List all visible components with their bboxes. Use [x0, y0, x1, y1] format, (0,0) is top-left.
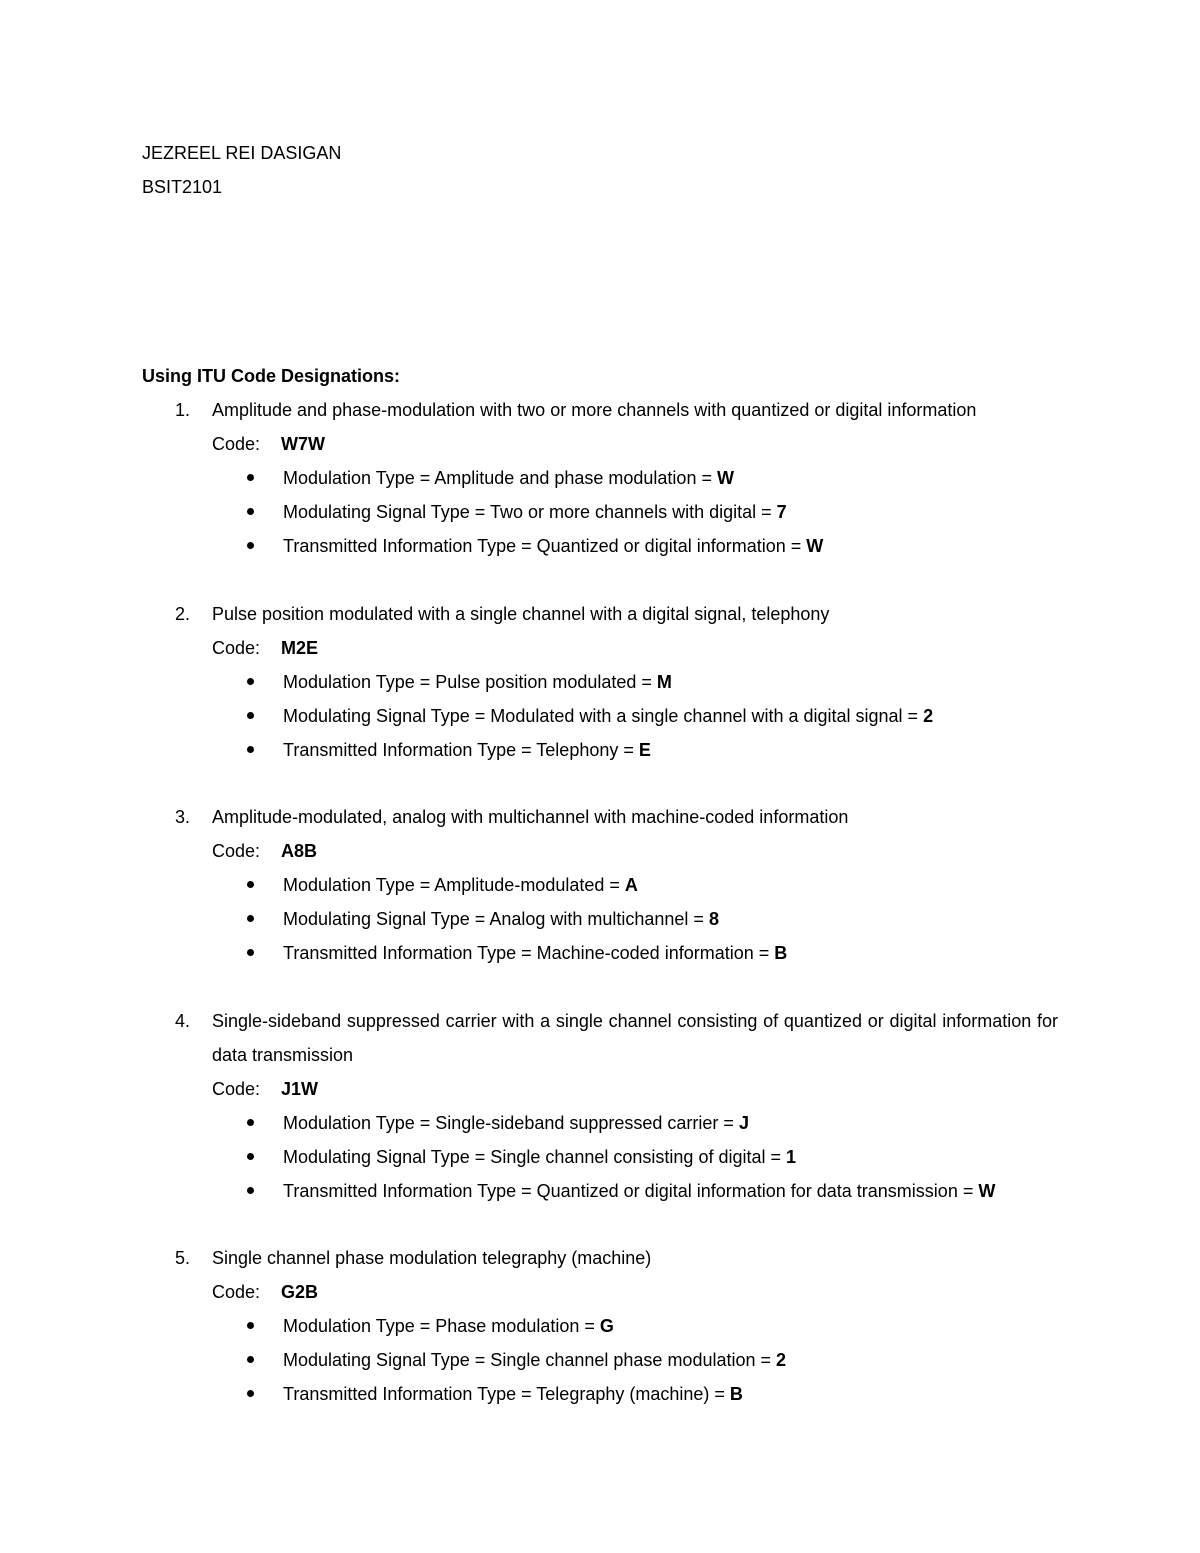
code-line [212, 433, 325, 455]
bullet-text: Transmitted Information Type = Machine-coded information = B [283, 943, 788, 963]
bullet-item [0, 1112, 1200, 1134]
bullet-text: Modulation Type = Pulse position modulated = M [283, 672, 672, 692]
bullet-icon [247, 474, 254, 481]
bullet-icon [247, 881, 254, 888]
bullet-item [0, 739, 1200, 761]
bullet-icon [247, 678, 254, 685]
code-value: J1W [281, 1079, 319, 1099]
bullet-item [0, 535, 1200, 557]
item-description: Single channel phase modulation telegraphy (machine) [212, 1248, 652, 1268]
code-value: M2E [281, 638, 319, 658]
code-line [212, 1281, 318, 1303]
code-line [212, 840, 317, 862]
bullet-item [0, 1180, 1200, 1202]
bullet-item [0, 1146, 1200, 1168]
bullet-icon [247, 915, 254, 922]
code-label: Code: [212, 1079, 261, 1099]
bullet-value: 2 [776, 1350, 787, 1370]
bullet-icon [247, 1153, 254, 1160]
section-title: Using ITU Code Designations: [142, 366, 401, 386]
bullet-text: Modulation Type = Amplitude-modulated = A [283, 875, 638, 895]
bullet-value: B [729, 1384, 743, 1404]
code-label: Code: [212, 1282, 261, 1302]
item-number: 1. [175, 400, 191, 420]
bullet-text: Modulating Signal Type = Single channel consisting of digital = 1 [283, 1147, 797, 1167]
bullet-item [0, 1383, 1200, 1405]
bullet-item [0, 671, 1200, 693]
bullet-icon [247, 542, 254, 549]
bullet-item [0, 908, 1200, 930]
bullet-item [0, 1315, 1200, 1337]
bullet-text: Modulating Signal Type = Modulated with a single channel with a digital signal = 2 [283, 706, 934, 726]
bullet-item [0, 874, 1200, 896]
bullet-value: B [774, 943, 788, 963]
bullet-value: A [624, 875, 638, 895]
bullet-icon [247, 508, 254, 515]
bullet-text: Transmitted Information Type = Quantized or digital information = W [283, 536, 824, 556]
student-name: JEZREEL REI DASIGAN [142, 143, 342, 163]
bullet-item [0, 467, 1200, 489]
bullet-icon [247, 712, 254, 719]
bullet-icon [247, 746, 254, 753]
bullet-text: Transmitted Information Type = Telephony = E [283, 740, 651, 760]
bullet-value: W [806, 536, 824, 556]
bullet-text: Modulating Signal Type = Two or more channels with digital = 7 [283, 502, 787, 522]
bullet-text: Modulation Type = Amplitude and phase modulation = W [283, 468, 734, 488]
bullet-item [0, 705, 1200, 727]
code-label: Code: [212, 638, 261, 658]
code-value: G2B [281, 1282, 319, 1302]
code-value: A8B [281, 841, 318, 861]
bullet-text: Transmitted Information Type = Quantized or digital information for data transmission = W [283, 1181, 996, 1201]
bullet-icon [247, 1390, 254, 1397]
bullet-text: Modulation Type = Single-sideband suppressed carrier = J [283, 1113, 749, 1133]
bullet-icon [247, 1187, 254, 1194]
bullet-icon [247, 949, 254, 956]
bullet-icon [247, 1119, 254, 1126]
bullet-value: W [716, 468, 734, 488]
bullet-value: J [738, 1113, 749, 1133]
bullet-value: W [978, 1181, 996, 1201]
bullet-item [0, 942, 1200, 964]
course-code: BSIT2101 [142, 177, 223, 197]
bullet-value: 7 [776, 502, 787, 522]
bullet-value: 8 [708, 909, 719, 929]
code-line [212, 637, 318, 659]
bullet-text: Modulating Signal Type = Analog with multichannel = 8 [283, 909, 719, 929]
bullet-item [0, 501, 1200, 523]
item-description: Amplitude-modulated, analog with multichannel with machine-coded information [212, 807, 849, 827]
item-description: Pulse position modulated with a single channel with a digital signal, telephony [212, 604, 830, 624]
bullet-text: Modulation Type = Phase modulation = G [283, 1316, 614, 1336]
item-description: Single-sideband suppressed carrier with a single channel consisting of quantized or digital information for data transmission [212, 1011, 1058, 1065]
item-number: 5. [175, 1248, 191, 1268]
bullet-icon [247, 1356, 254, 1363]
item-description: Amplitude and phase-modulation with two or more channels with quantized or digital information [212, 400, 977, 420]
code-label: Code: [212, 434, 261, 454]
bullet-value: E [638, 740, 651, 760]
bullet-value: M [656, 672, 672, 692]
bullet-text: Transmitted Information Type = Telegraphy (machine) = B [283, 1384, 743, 1404]
bullet-text: Modulating Signal Type = Single channel phase modulation = 2 [283, 1350, 787, 1370]
item-number: 3. [175, 807, 191, 827]
item-number: 4. [175, 1011, 191, 1031]
code-label: Code: [212, 841, 261, 861]
bullet-value: 2 [923, 706, 934, 726]
code-line [212, 1078, 318, 1100]
code-value: W7W [281, 434, 325, 454]
bullet-item [0, 1349, 1200, 1371]
item-number: 2. [175, 604, 191, 624]
bullet-value: 1 [786, 1147, 797, 1167]
bullet-value: G [599, 1316, 614, 1336]
bullet-icon [247, 1322, 254, 1329]
